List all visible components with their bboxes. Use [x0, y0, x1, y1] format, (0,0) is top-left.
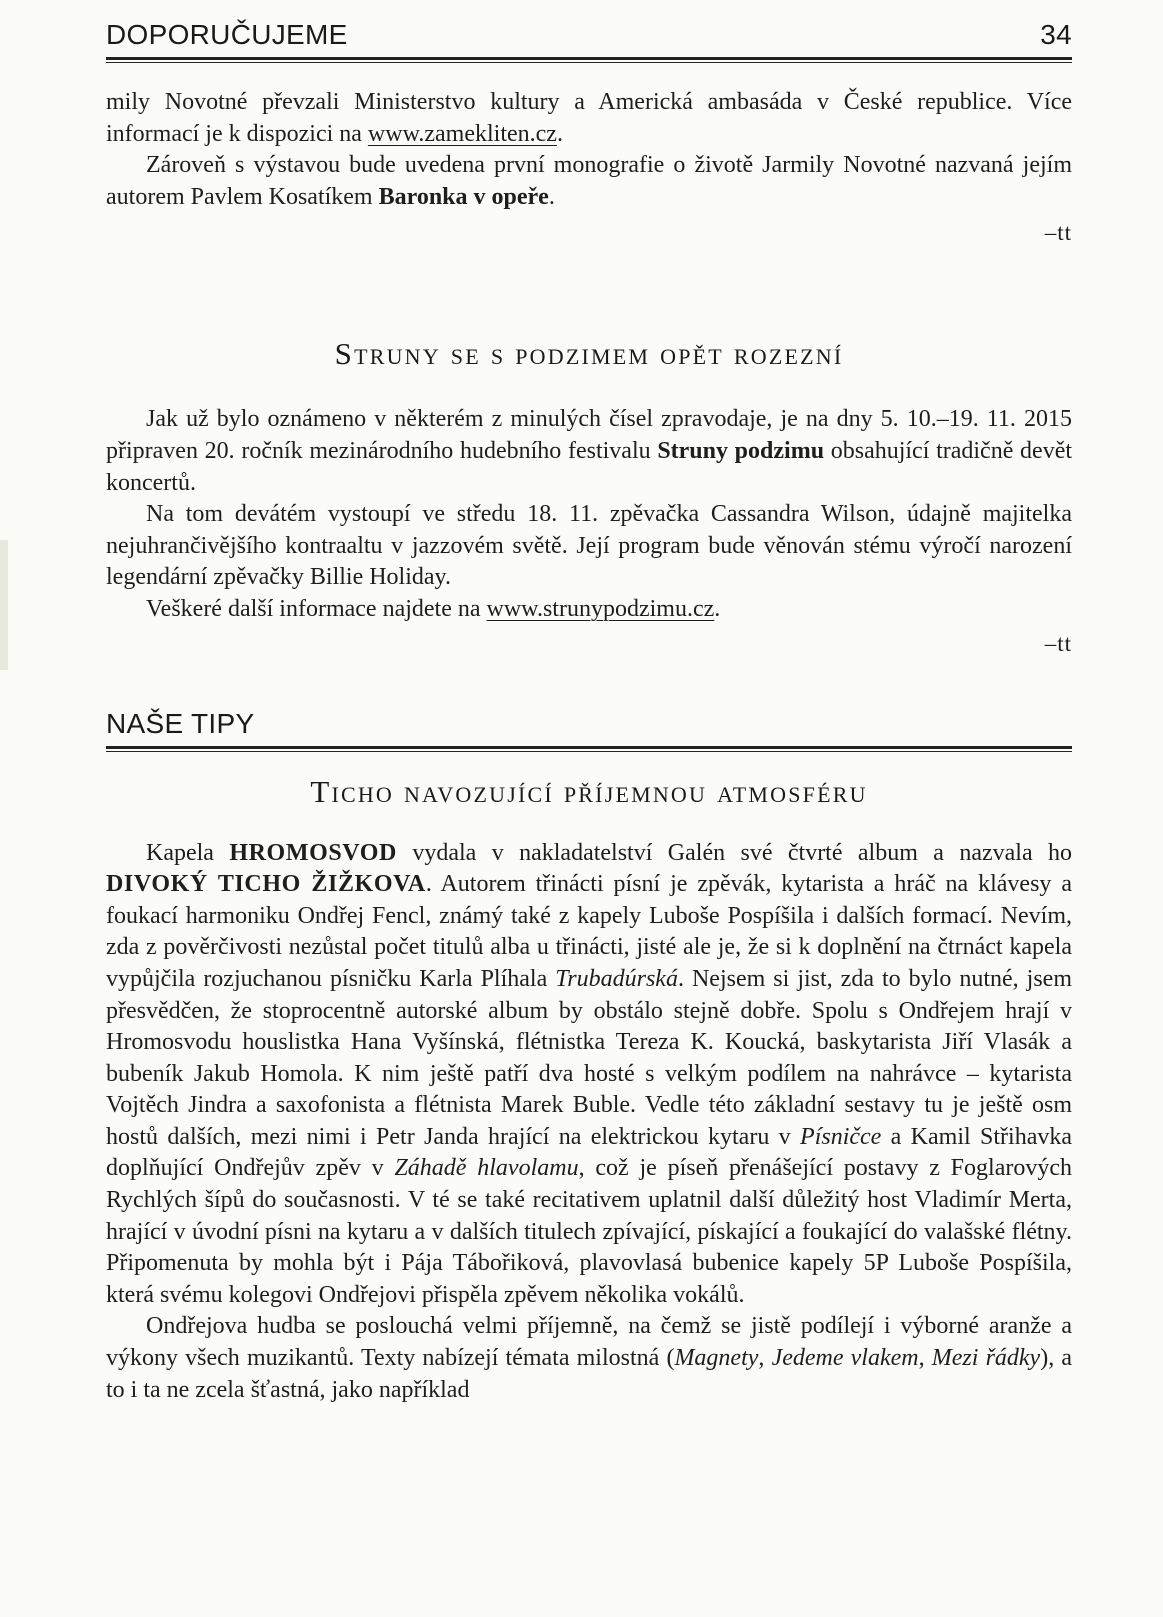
festival-name: Struny podzimu	[657, 437, 825, 464]
book-title: Baronka v opeře	[378, 183, 549, 210]
header-rule	[106, 57, 1072, 63]
album-name: DIVOKÝ TICHO ŽIŽKOVA	[106, 871, 426, 898]
nase-tipy-label: NAŠE TIPY	[106, 707, 255, 739]
ticho-paragraph-2: Ondřejova hudba se poslouchá velmi příjemně, na čemž se jistě podílejí i výborné aranže a výkony všech muzikantů. Texty nabízejí témata milostná (Magnety, Jedeme vlakem, Mezi řádky), a to i ta ne zcela šťastná, jako například	[106, 1313, 1073, 1403]
song-title: Magnety	[674, 1345, 759, 1372]
strunypodzimu-link[interactable]: www.strunypodzimu.cz	[486, 595, 715, 622]
nase-tipy-rule	[106, 746, 1072, 752]
ticho-paragraph-1: Kapela HROMOSVOD vydala v nakladatelství Galén své čtvrté album a nazvala ho DIVOKÝ TICHO ŽIŽKOVA. Autorem třinácti písní je zpěvák, kytarista a hráč na klávesy a foukací harmoniku Ondřej Fencl, známý také z kapely Luboše Pospíšila i dalších formací. Nevím, zda z pověrčivosti nezůstal počet titulů alba u třinácti, jisté ale je, že si k doplnění na čtrnáct kapela vypůjčila rozjuchanou písničku Karla Plíhala Trubadúrská. Nejsem si jist, zda to bylo nutné, jsem přesvědčen, že stoprocentně autorské album by obstálo stejně dobře. Spolu s Ondřejem hrají v Hromosvodu houslistka Hana Vyšínská, flétnistka Tereza K. Koucká, baskytarista Jiří Vlasák a bubeník Jakub Homola. K nim ještě patří dva hosté s velkým podílem na nahrávce – kytarista Vojtěch Jindra a saxofonista a flétnista Marek Buble. Vedle této základní sestavy tu je ještě osm hostů dalších, mezi nimi i Petr Janda hrající na elektrickou kytaru v Písničce a Kamil Střihavka doplňující Ondřejův zpěv v Záhadě hlavolamu, což je píseň přenášející postavy z Foglarových Rychlých šípů do současnosti. V té se také recitativem uplatnil další důležitý host Vladimír Merta, hrající v úvodní písni na kytaru a v dalších titulech zpívající, pískající a foukající do valašské flétny. Připomenuta by mohla být i Pája Tábořiková, plavovlasá bubenice kapely 5P Luboše Pospíšila, která svému kolegovi Ondřejovi přispěla zpěvem několika vokálů.	[106, 839, 1072, 1308]
zamekliten-link[interactable]: www.zamekliten.cz	[367, 120, 557, 147]
section-nase-tipy	[106, 707, 1072, 752]
article-title-struny: Struny se s podzimem opět rozezní	[334, 336, 844, 372]
intro-paragraph-1: mily Novotné převzali Ministerstvo kultury a Americká ambasáda v České republice. Více informací je k dispozici na www.zamekliten.cz.	[106, 89, 1072, 147]
song-title: Jedeme vlakem	[771, 1345, 919, 1372]
article-ticho	[106, 772, 1072, 1407]
intro-paragraph-2: Zároveň s výstavou bude uvedena první monografie o životě Jarmily Novotné nazvaná jejím autorem Pavlem Kosatíkem Baronka v opeře.	[106, 152, 1072, 210]
song-title: Záhadě hlavolamu	[394, 1155, 579, 1182]
running-header	[106, 18, 1072, 52]
song-title: Trubadúrská	[555, 965, 678, 992]
struny-paragraph-2: Na tom devátém vystoupí ve středu 18. 11. zpěvačka Cassandra Wilson, údajně majitelka nejuhrančivějšího kontraaltu v jazzovém světě. Její program bude věnován stému výročí narození legendární zpěvačky Billie Holiday.	[106, 501, 1072, 591]
scan-edge-strip	[0, 540, 8, 670]
intro-continuation	[106, 87, 1072, 248]
song-title: Písničce	[800, 1123, 882, 1150]
intro-signature: –tt	[1044, 220, 1072, 246]
page-number: 34	[1040, 19, 1072, 50]
section-label: DOPORUČUJEME	[106, 19, 348, 50]
struny-paragraph-1: Jak už bylo oznámeno v některém z minulých čísel zpravodaje, je na dny 5. 10.–19. 11. 2015 připraven 20. ročník mezinárodního hudebního festivalu Struny podzimu obsahující tradičně devět koncertů.	[106, 406, 1073, 496]
band-name: HROMOSVOD	[229, 839, 397, 866]
nase-tipy-header	[106, 707, 1072, 741]
struny-paragraph-3: Veškeré další informace najdete na www.strunypodzimu.cz.	[146, 595, 721, 622]
song-title: Mezi řádky	[931, 1345, 1041, 1372]
struny-signature: –tt	[1044, 630, 1072, 656]
article-struny	[106, 334, 1072, 658]
article-title-ticho: Ticho navozující příjemnou atmosféru	[310, 773, 868, 809]
page	[106, 18, 1072, 1406]
